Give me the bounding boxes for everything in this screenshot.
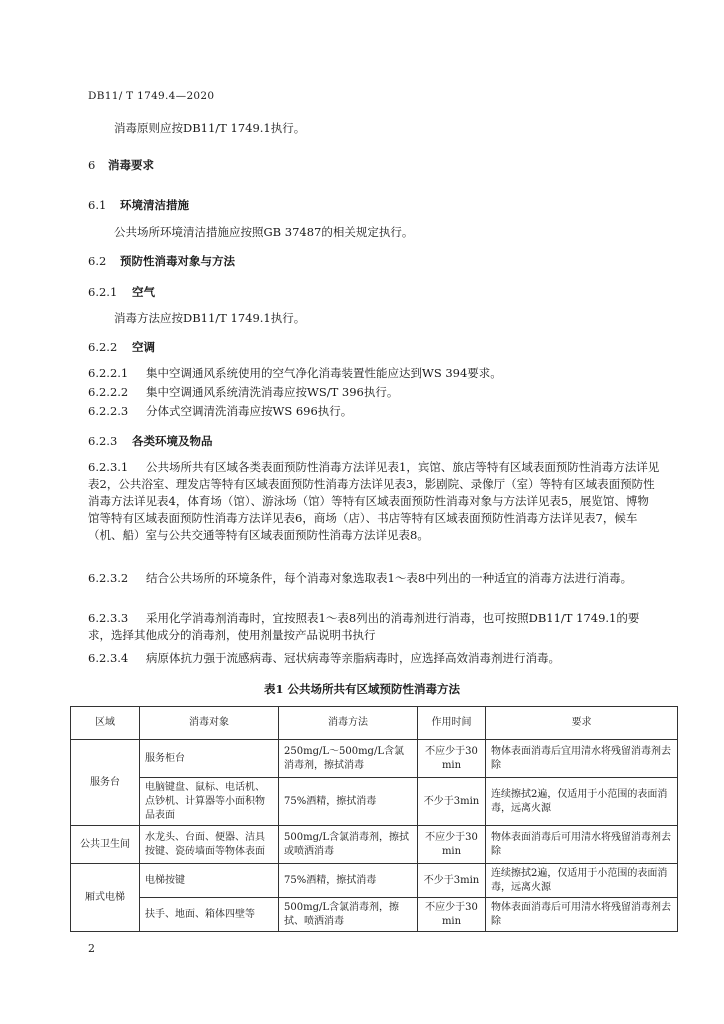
clause-text: 结合公共场所的环境条件，每个消毒对象选取表1～表8中列出的一种适宜的消毒方法进行消毒。 <box>146 571 633 585</box>
intro-paragraph: 消毒原则应按DB11/T 1749.1执行。 <box>114 121 306 135</box>
clause-text: 采用化学消毒剂消毒时，宜按照表1～表8列出的消毒剂进行消毒，也可按照DB11/T 1749.1的要求，选择其他成分的消毒剂，使用剂量按产品说明书执行 <box>88 611 640 642</box>
document-header: DB11/ T 1749.4—2020 <box>88 90 215 102</box>
section-title: 各类环境及物品 <box>132 434 213 448</box>
clause-text: 病原体抗力强于流感病毒、冠状病毒等亲脂病毒时，应选择高效消毒剂进行消毒。 <box>146 651 560 665</box>
section-number: 6.1 <box>88 198 107 212</box>
clause-number: 6.2.3.1 <box>88 460 129 474</box>
clause-number: 6.2.3.2 <box>88 571 129 585</box>
method-cell: 75%酒精，擦拭消毒 <box>279 864 418 898</box>
section-6-2-1-heading <box>88 284 155 300</box>
disinfection-table <box>70 706 678 932</box>
clause-text: 集中空调通风系统清洗消毒应按WS/T 396执行。 <box>146 385 399 399</box>
clause-number: 6.2.3.4 <box>88 651 129 665</box>
method-cell: 500mg/L含氯消毒剂，擦拭或喷洒消毒 <box>279 826 418 864</box>
section-6-2-2-heading <box>88 339 155 355</box>
section-number: 6.2.2 <box>88 340 118 354</box>
time-cell: 不应少于30 min <box>418 740 486 778</box>
table-row <box>71 898 678 932</box>
section-title: 消毒要求 <box>108 158 154 172</box>
clause-6-2-2-2 <box>88 384 398 401</box>
table-caption: 表1 公共场所共有区域预防性消毒方法 <box>263 682 460 696</box>
column-header: 消毒对象 <box>140 707 279 740</box>
method-cell: 250mg/L～500mg/L含氯消毒剂，擦拭消毒 <box>279 740 418 778</box>
clause-number: 6.2.3.3 <box>88 611 129 625</box>
column-header: 区域 <box>71 707 140 740</box>
section-number: 6 <box>88 158 96 172</box>
requirement-cell: 物体表面消毒后可用清水将残留消毒剂去除 <box>486 898 678 932</box>
page-number: 2 <box>88 942 95 955</box>
column-header: 作用时间 <box>418 707 486 740</box>
section-title: 环境清洁措施 <box>120 198 189 212</box>
table-header-row <box>71 707 678 740</box>
section-number: 6.2.3 <box>88 434 118 448</box>
section-6-2-1-text: 消毒方法应按DB11/T 1749.1执行。 <box>114 311 306 325</box>
area-cell: 厢式电梯 <box>71 864 140 932</box>
requirement-cell: 物体表面消毒后可用清水将残留消毒剂去除 <box>486 826 678 864</box>
time-cell: 不少于3min <box>418 864 486 898</box>
clause-text: 公共场所共有区域各类表面预防性消毒方法详见表1，宾馆、旅店等特有区域表面预防性消毒方法详见表2，公共浴室、理发店等特有区域表面预防性消毒方法详见表3，影剧院、录像厅（室）等特有区域表面预防性消毒方法详见表4，体育场（馆）、游泳场（馆）等特有区域表面预防性消毒对象与方法详见表5，展览馆、博物馆等特有区域表面预防性消毒方法详见表6，商场（店）、书店等特有区域表面预防性消毒方法详见表7，候车（机、船）室与公共交通等特有区域表面预防性消毒方法详见表8。 <box>88 460 660 542</box>
requirement-cell: 连续擦拭2遍，仅适用于小范围的表面消毒，远离火源 <box>486 864 678 898</box>
section-title: 预防性消毒对象与方法 <box>120 254 235 268</box>
section-6-2-3-heading <box>88 433 213 449</box>
clause-text: 分体式空调清洗消毒应按WS 696执行。 <box>146 404 353 418</box>
section-number: 6.2.1 <box>88 285 118 299</box>
clause-number: 6.2.2.1 <box>88 366 129 380</box>
method-cell: 500mg/L含氯消毒剂，擦拭、喷洒消毒 <box>279 898 418 932</box>
section-6-heading <box>88 157 154 173</box>
object-cell: 服务柜台 <box>140 740 279 778</box>
clause-6-2-2-3 <box>88 403 352 420</box>
clause-6-2-3-3 <box>88 610 660 644</box>
method-cell: 75%酒精，擦拭消毒 <box>279 778 418 826</box>
area-cell: 公共卫生间 <box>71 826 140 864</box>
table-row <box>71 778 678 826</box>
section-6-2-heading <box>88 253 235 269</box>
table-row <box>71 864 678 898</box>
time-cell: 不少于3min <box>418 778 486 826</box>
section-title: 空调 <box>132 340 155 354</box>
clause-text: 集中空调通风系统使用的空气净化消毒装置性能应达到WS 394要求。 <box>146 366 502 380</box>
table-row <box>71 740 678 778</box>
time-cell: 不应少于30 min <box>418 826 486 864</box>
column-header: 要求 <box>486 707 678 740</box>
object-cell: 水龙头、台面、便器、洁具按键、瓷砖墙面等物体表面 <box>140 826 279 864</box>
requirement-cell: 连续擦拭2遍，仅适用于小范围的表面消毒，远离火源 <box>486 778 678 826</box>
clause-6-2-3-1 <box>88 459 660 544</box>
clause-number: 6.2.2.3 <box>88 404 129 418</box>
object-cell: 电脑键盘、鼠标、电话机、点钞机、计算器等小面积物品表面 <box>140 778 279 826</box>
requirement-cell: 物体表面消毒后宜用清水将残留消毒剂去除 <box>486 740 678 778</box>
table-row <box>71 826 678 864</box>
clause-6-2-3-2 <box>88 570 660 587</box>
area-cell: 服务台 <box>71 740 140 826</box>
section-6-1-heading <box>88 197 189 213</box>
section-number: 6.2 <box>88 254 107 268</box>
clause-6-2-2-1 <box>88 365 502 382</box>
time-cell: 不应少于30 min <box>418 898 486 932</box>
section-6-1-text: 公共场所环境清洁措施应按照GB 37487的相关规定执行。 <box>114 225 414 239</box>
object-cell: 电梯按键 <box>140 864 279 898</box>
clause-number: 6.2.2.2 <box>88 385 129 399</box>
clause-6-2-3-4 <box>88 650 560 667</box>
object-cell: 扶手、地面、箱体四壁等 <box>140 898 279 932</box>
section-title: 空气 <box>132 285 155 299</box>
column-header: 消毒方法 <box>279 707 418 740</box>
